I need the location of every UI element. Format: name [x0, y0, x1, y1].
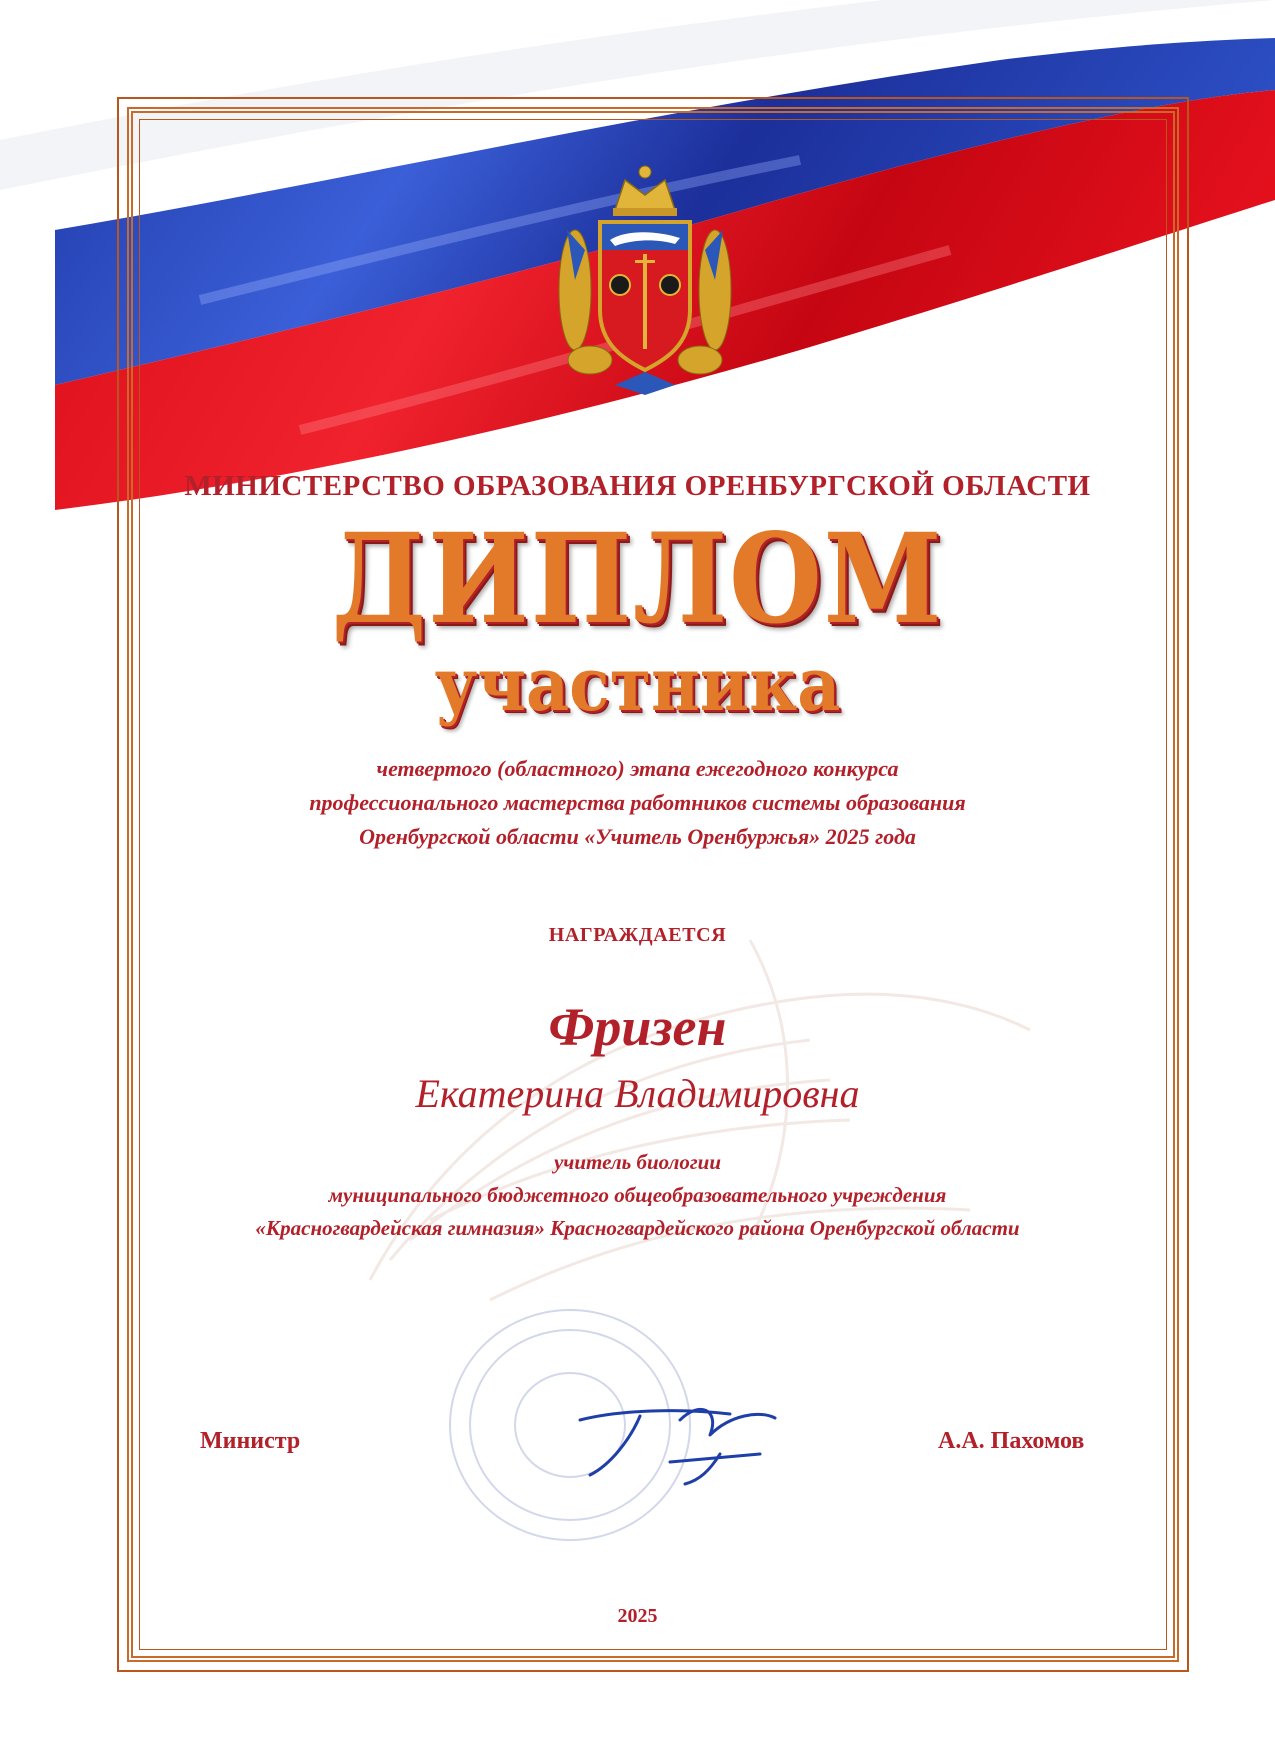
diploma-title: ДИПЛОМ: [331, 507, 944, 652]
awarded-label: НАГРАЖДАЕТСЯ: [548, 924, 727, 946]
coat-of-arms-icon: [545, 160, 745, 400]
ministry-name: МИНИСТЕРСТВО ОБРАЗОВАНИЯ ОРЕНБУРГСКОЙ ОБЛАСТИ: [184, 470, 1091, 502]
signatory-name: А.А. Пахомов: [938, 1428, 1085, 1454]
contest-line: профессионального мастерства работников системы образования: [309, 790, 966, 815]
position-line: «Красногвардейская гимназия» Красногвардейского района Оренбургской области: [255, 1216, 1020, 1240]
position-line: учитель биологии: [553, 1150, 722, 1174]
recipient-surname: Фризен: [548, 997, 727, 1057]
signature-icon: [560, 1380, 800, 1490]
contest-line: четвертого (областного) этапа ежегодного конкурса: [376, 756, 899, 781]
position-line: муниципального бюджетного общеобразовательного учреждения: [328, 1183, 947, 1207]
certificate-year: 2025: [617, 1605, 658, 1627]
diploma-subtitle: участника: [434, 642, 841, 728]
contest-line: Оренбургской области «Учитель Оренбуржья» 2025 года: [359, 824, 916, 849]
signatory-title: Министр: [200, 1428, 301, 1454]
recipient-given-names: Екатерина Владимировна: [415, 1071, 860, 1116]
